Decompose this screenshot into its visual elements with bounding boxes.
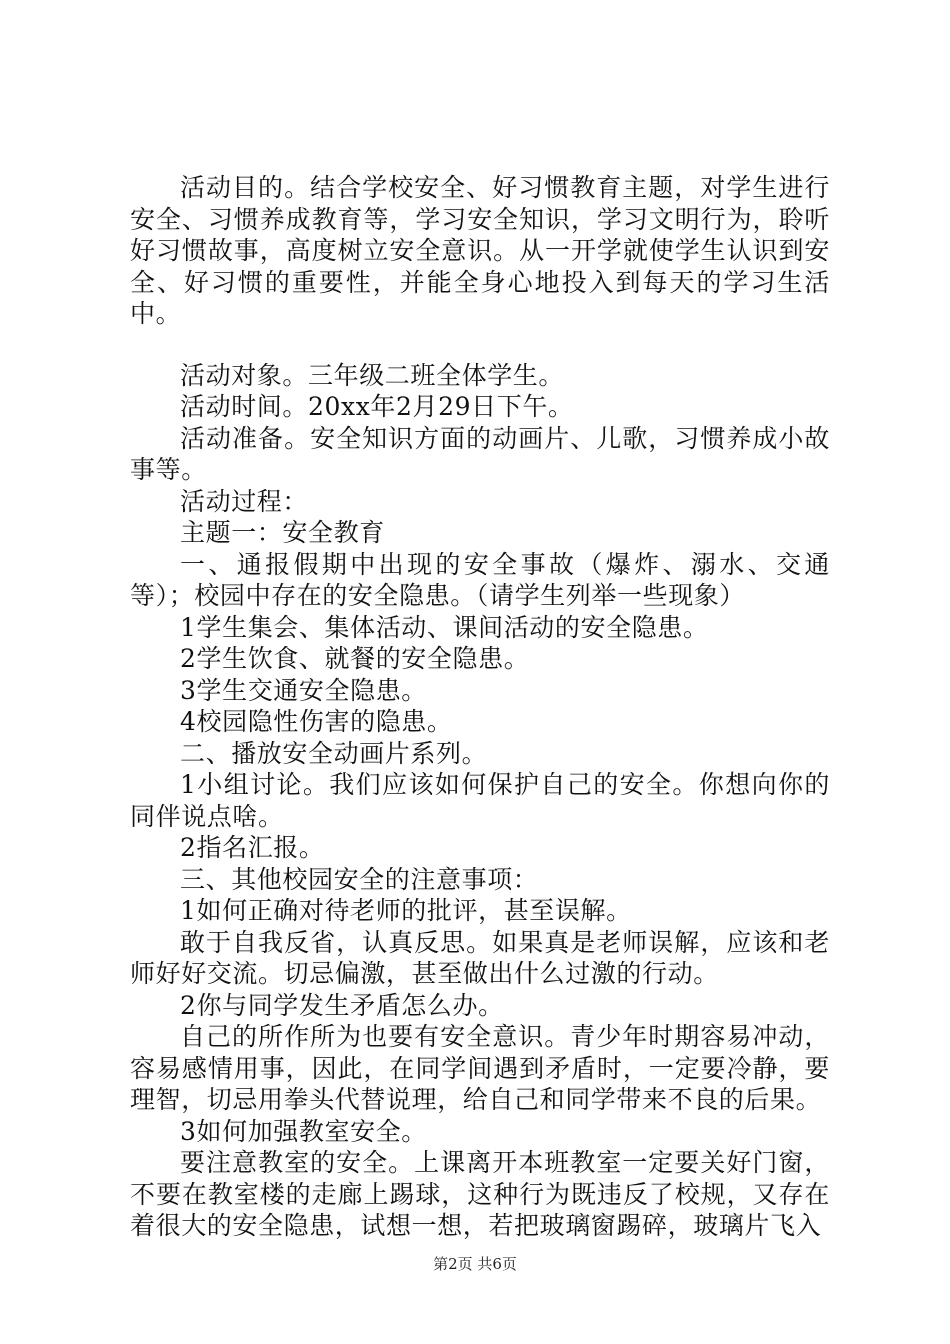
paragraph-body: 自己的所作所为也要有安全意识。青少年时期容易冲动，容易感情用事，因此，在同学间遇到矛盾时，一定要冷静，要理智，切忌用拳头代替说理，给自己和同学带来不良的后果。 [130,1022,830,1114]
list-item: 1如何正确对待老师的批评，甚至误解。 [180,896,632,925]
paragraph-theme-one: 主题一：安全教育 [180,518,385,547]
paragraph-time: 活动时间。20xx年2月29日下午。 [180,392,574,421]
paragraph-purpose: 活动目的。结合学校安全、好习惯教育主题，对学生进行安全、习惯养成教育等，学习安全知识，学习文明行为，聆听好习惯故事，高度树立安全意识。从一开学就使学生认识到安全、好习惯的重要性，并能全身心地投入到每天的学习生活中。 [130,173,830,328]
list-item: 2指名汇报。 [180,833,325,862]
paragraph-audience: 活动对象。三年级二班全体学生。 [180,360,565,390]
list-item: 4校园隐性伤害的隐患。 [180,707,453,736]
paragraph-section-three: 三、其他校园安全的注意事项： [180,864,539,894]
list-item: 2你与同学发生矛盾怎么办。 [180,990,504,1020]
paragraph-process-heading: 活动过程： [180,486,309,516]
page-footer: 第2页 共6页 [433,1255,517,1273]
list-item: 2学生饮食、就餐的安全隐患。 [180,644,530,673]
paragraph-section-one: 一、通报假期中出现的安全事故（爆炸、溺水、交通等）；校园中存在的安全隐患。（请学生列举一些现象） [130,549,830,610]
document-body [130,172,830,1242]
paragraph-body: 敢于自我反省，认真反思。如果真是老师误解，应该和老师好好交流。切忌偏激，甚至做出什么过激的行动。 [130,927,830,988]
list-item: 3如何加强教室安全。 [180,1116,427,1146]
paragraph-section-two: 二、播放安全动画片系列。 [180,738,488,768]
list-item: 1学生集会、集体活动、课间活动的安全隐患。 [180,612,709,642]
list-item: 1小组讨论。我们应该如何保护自己的安全。你想向你的同伴说点啥。 [130,770,830,831]
paragraph-preparation: 活动准备。安全知识方面的动画片、儿歌，习惯养成小故事等。 [130,423,830,484]
paragraph-body: 要注意教室的安全。上课离开本班教室一定要关好门窗，不要在教室楼的走廊上踢球，这种行为既违反了校规，又存在着很大的安全隐患，试想一想，若把玻璃窗踢碎，玻璃片飞入 [130,1148,830,1240]
list-item: 3学生交通安全隐患。 [180,675,427,705]
